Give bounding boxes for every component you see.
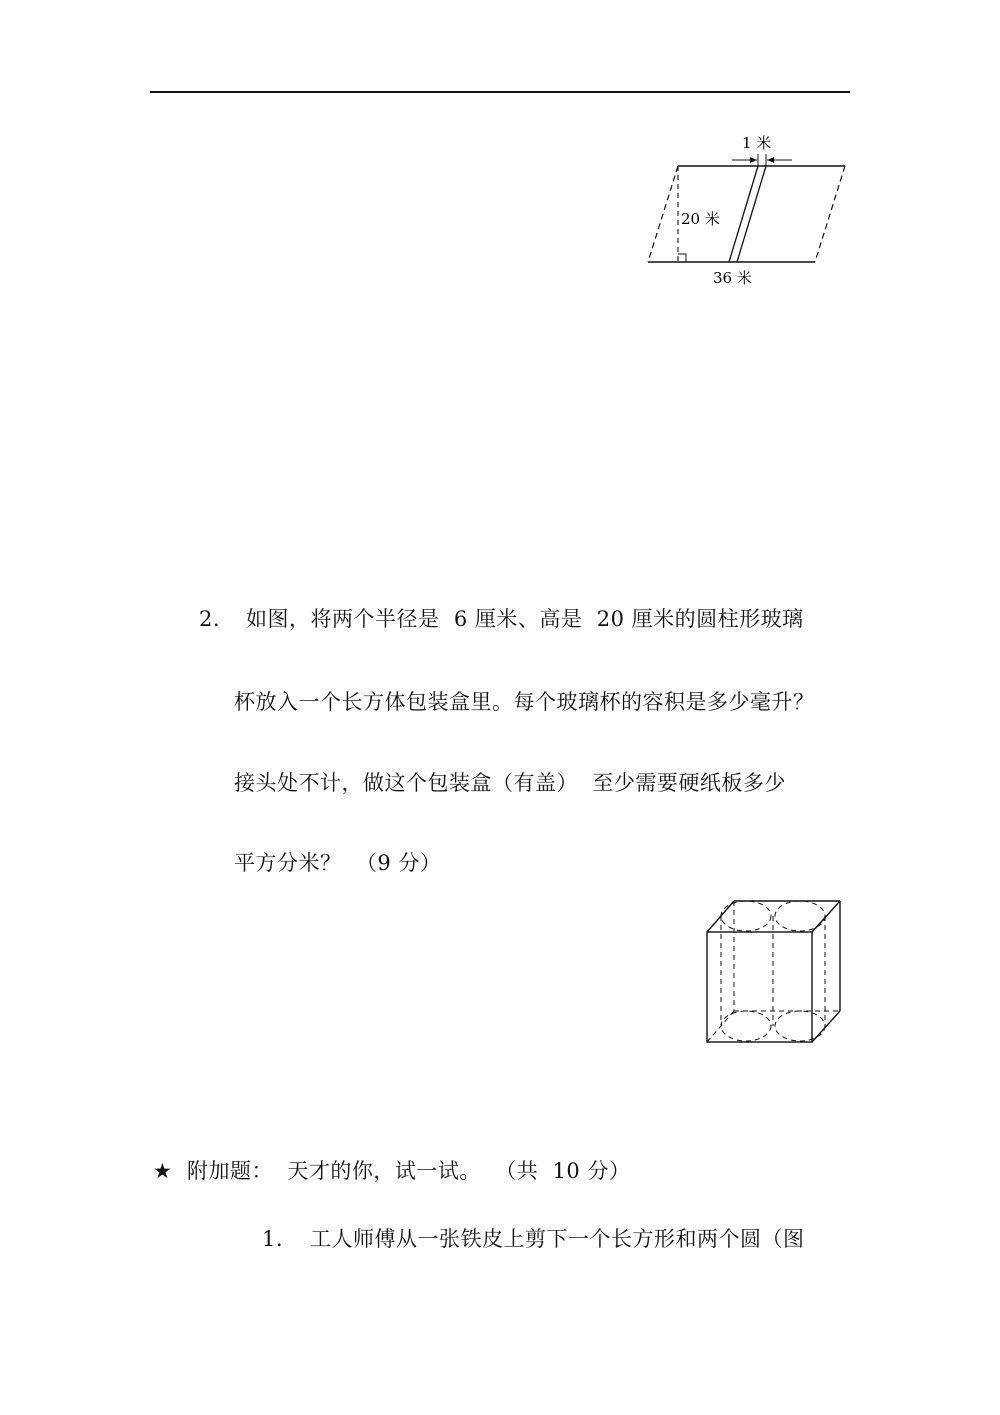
top-width-label: 1 米 <box>742 134 772 152</box>
star-icon: ★ <box>153 1159 173 1183</box>
bonus-title: 附加题： 天才的你，试一试。 （共 10 分） <box>187 1159 631 1183</box>
question-2-line-1: 如图，将两个半径是 6 厘米、高是 20 厘米的圆柱形玻璃 <box>246 607 804 631</box>
question-2-line-3: 接头处不计，做这个包装盒（有盖） 至少需要硬纸板多少 <box>234 771 786 795</box>
base-label: 36 米 <box>713 269 752 287</box>
box-with-cylinders-figure <box>700 895 850 1050</box>
header-rule <box>150 91 850 93</box>
question-2-number: 2. <box>199 607 221 631</box>
parallelogram-figure <box>640 128 860 293</box>
bonus-q1-text: 工人师傅从一张铁皮上剪下一个长方形和两个圆（图 <box>310 1227 805 1251</box>
bonus-q1-number: 1. <box>262 1227 284 1251</box>
question-2-line-2: 杯放入一个长方体包装盒里。每个玻璃杯的容积是多少毫升？ <box>234 690 815 714</box>
height-label: 20 米 <box>681 210 720 228</box>
question-2-line-4: 平方分米？ （9 分） <box>234 851 442 875</box>
